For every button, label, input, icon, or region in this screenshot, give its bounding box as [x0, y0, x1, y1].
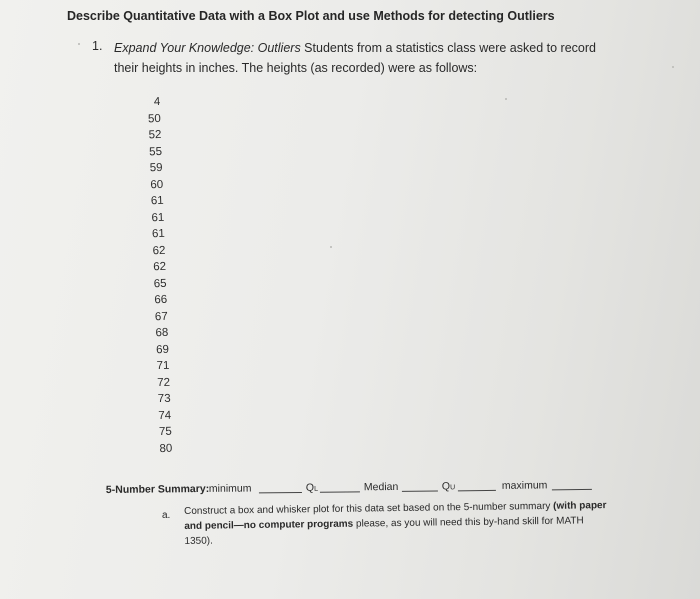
height-value: 60: [150, 178, 164, 191]
height-value: 52: [148, 128, 162, 142]
question-body: Students from a statistics class were asked to record their heights in inches. The heights (as recorded) were as follows:: [114, 41, 596, 75]
q3-subscript: U: [450, 484, 456, 492]
height-value: 62: [153, 260, 167, 274]
height-value: 69: [155, 343, 170, 356]
height-value: 4: [153, 95, 161, 109]
part-a-dash-bold: —no computer programs: [233, 518, 354, 532]
question-number: 1.: [92, 39, 103, 53]
question-text: [114, 38, 614, 78]
height-value: 74: [158, 409, 172, 422]
height-value: 61: [151, 227, 166, 241]
paper-speck: [330, 246, 332, 248]
heights-list: [100, 94, 173, 459]
q3-label: [442, 480, 455, 492]
height-value: 67: [154, 310, 168, 323]
question-lead: Expand Your Knowledge: Outliers: [114, 41, 301, 55]
q1-subscript: L: [314, 485, 319, 493]
minimum-label: minimum: [208, 482, 252, 495]
median-blank[interactable]: [402, 491, 438, 492]
height-value: 50: [147, 112, 162, 125]
part-a-instructions: [184, 498, 615, 549]
part-a-bold: (with paper and pencil: [184, 500, 607, 532]
height-value: 61: [151, 211, 165, 224]
q1-letter: Q: [305, 481, 315, 494]
height-value: 55: [148, 145, 163, 158]
q1-label: [306, 482, 318, 494]
part-a-text-2: please, as you will need this by-hand skill for MATH 1350).: [184, 515, 584, 547]
height-value: 71: [156, 359, 170, 373]
part-a-text-1: Construct a box and whisker plot for this data set based on the 5-number summary: [184, 500, 554, 517]
height-value: 80: [159, 442, 173, 455]
q3-letter: Q: [441, 480, 451, 493]
minimum-blank[interactable]: [259, 492, 302, 493]
height-value: 65: [153, 277, 167, 290]
height-value: 62: [152, 244, 166, 257]
q3-blank[interactable]: [458, 490, 496, 491]
maximum-label: maximum: [501, 479, 548, 492]
part-a-letter: a.: [162, 510, 171, 521]
height-value: 73: [157, 392, 171, 406]
height-value: 61: [150, 194, 164, 208]
height-value: 66: [154, 293, 168, 307]
paper-speck: [672, 66, 674, 68]
summary-label: 5-Number Summary:: [105, 482, 210, 497]
five-number-summary: [106, 475, 626, 500]
height-value: 75: [158, 425, 172, 439]
page-title: Describe Quantitative Data with a Box Plot and use Methods for detecting Outliers: [67, 9, 555, 23]
q1-blank[interactable]: [320, 491, 360, 492]
height-value: 59: [149, 161, 163, 175]
height-value: 68: [155, 326, 169, 340]
maximum-blank[interactable]: [552, 489, 592, 490]
paper-speck: [78, 43, 80, 45]
paper-speck: [505, 98, 507, 100]
median-label: Median: [363, 480, 399, 494]
height-value: 72: [157, 376, 171, 389]
